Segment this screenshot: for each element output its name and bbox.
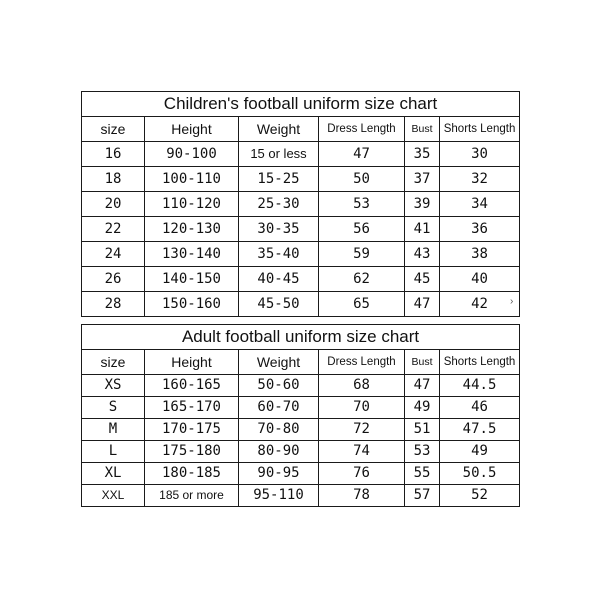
cell-shorts-length: 34 [440, 192, 520, 217]
adult-size-chart [81, 324, 520, 507]
cell-bust: 41 [405, 217, 440, 242]
table-row [82, 463, 520, 485]
cell-bust: 57 [405, 485, 440, 507]
cell-bust: 39 [405, 192, 440, 217]
table-row [82, 217, 520, 242]
cell-size: M [82, 419, 145, 441]
header-row [82, 117, 520, 142]
cell-shorts-length: 52 [440, 485, 520, 507]
cell-height: 130-140 [145, 242, 239, 267]
cell-size: L [82, 441, 145, 463]
cell-bust: 53 [405, 441, 440, 463]
header-height: Height [145, 117, 239, 142]
cell-bust: 49 [405, 397, 440, 419]
cell-size: XL [82, 463, 145, 485]
cell-size: 16 [82, 142, 145, 167]
cell-weight: 70-80 [239, 419, 319, 441]
header-weight: Weight [239, 117, 319, 142]
cell-weight: 50-60 [239, 375, 319, 397]
cell-size: 24 [82, 242, 145, 267]
cell-weight: 25-30 [239, 192, 319, 217]
cell-bust: 43 [405, 242, 440, 267]
header-row [82, 350, 520, 375]
cell-shorts-length: 40 [440, 267, 520, 292]
cell-dress-length: 50 [319, 167, 405, 192]
chevron-right-icon: › [510, 296, 514, 307]
table-row [82, 167, 520, 192]
cell-dress-length: 47 [319, 142, 405, 167]
cell-bust: 51 [405, 419, 440, 441]
cell-dress-length: 65 [319, 292, 405, 317]
header-bust: Bust [405, 117, 440, 142]
cell-size: 20 [82, 192, 145, 217]
cell-weight: 35-40 [239, 242, 319, 267]
table-row [82, 192, 520, 217]
cell-bust: 47 [405, 292, 440, 317]
cell-bust: 55 [405, 463, 440, 485]
cell-height: 185 or more [145, 485, 239, 507]
children-chart-title: Children's football uniform size chart [82, 92, 520, 117]
cell-bust: 47 [405, 375, 440, 397]
cell-shorts-length: 32 [440, 167, 520, 192]
table-row [82, 419, 520, 441]
cell-dress-length: 62 [319, 267, 405, 292]
cell-height: 150-160 [145, 292, 239, 317]
cell-weight: 15-25 [239, 167, 319, 192]
adult-chart-title: Adult football uniform size chart [82, 325, 520, 350]
cell-dress-length: 76 [319, 463, 405, 485]
cell-height: 165-170 [145, 397, 239, 419]
table-row [82, 397, 520, 419]
table-row [82, 441, 520, 463]
header-height: Height [145, 350, 239, 375]
cell-height: 170-175 [145, 419, 239, 441]
cell-shorts-length: 30 [440, 142, 520, 167]
cell-bust: 37 [405, 167, 440, 192]
cell-bust: 45 [405, 267, 440, 292]
cell-weight: 15 or less [239, 142, 319, 167]
chart-title-row [82, 92, 520, 117]
cell-height: 110-120 [145, 192, 239, 217]
header-size: size [82, 117, 145, 142]
header-size: size [82, 350, 145, 375]
cell-weight: 60-70 [239, 397, 319, 419]
cell-dress-length: 70 [319, 397, 405, 419]
cell-size: S [82, 397, 145, 419]
header-shorts-length: Shorts Length [440, 117, 520, 142]
cell-height: 90-100 [145, 142, 239, 167]
header-bust: Bust [405, 350, 440, 375]
cell-height: 180-185 [145, 463, 239, 485]
header-weight: Weight [239, 350, 319, 375]
cell-shorts-length: 46 [440, 397, 520, 419]
cell-size: XXL [82, 485, 145, 507]
cell-shorts-length: 44.5 [440, 375, 520, 397]
cell-height: 140-150 [145, 267, 239, 292]
table-row [82, 292, 520, 317]
cell-shorts-length: 42 [440, 292, 520, 317]
cell-shorts-length: 47.5 [440, 419, 520, 441]
table-row [82, 242, 520, 267]
cell-height: 175-180 [145, 441, 239, 463]
cell-dress-length: 53 [319, 192, 405, 217]
table-row [82, 142, 520, 167]
cell-weight: 45-50 [239, 292, 319, 317]
cell-weight: 95-110 [239, 485, 319, 507]
cell-bust: 35 [405, 142, 440, 167]
header-dress-length: Dress Length [319, 350, 405, 375]
cell-shorts-length: 50.5 [440, 463, 520, 485]
children-size-chart [81, 91, 520, 317]
chart-title-row [82, 325, 520, 350]
cell-weight: 80-90 [239, 441, 319, 463]
cell-size: 18 [82, 167, 145, 192]
table-row [82, 375, 520, 397]
cell-weight: 30-35 [239, 217, 319, 242]
cell-shorts-length: 38 [440, 242, 520, 267]
cell-weight: 90-95 [239, 463, 319, 485]
cell-dress-length: 59 [319, 242, 405, 267]
cell-dress-length: 68 [319, 375, 405, 397]
cell-size: 26 [82, 267, 145, 292]
cell-dress-length: 78 [319, 485, 405, 507]
table-row [82, 485, 520, 507]
cell-dress-length: 74 [319, 441, 405, 463]
cell-height: 120-130 [145, 217, 239, 242]
cell-shorts-length: 36 [440, 217, 520, 242]
header-dress-length: Dress Length [319, 117, 405, 142]
cell-height: 160-165 [145, 375, 239, 397]
cell-weight: 40-45 [239, 267, 319, 292]
cell-size: XS [82, 375, 145, 397]
cell-dress-length: 72 [319, 419, 405, 441]
table-row [82, 267, 520, 292]
header-shorts-length: Shorts Length [440, 350, 520, 375]
cell-shorts-length: 49 [440, 441, 520, 463]
cell-size: 28 [82, 292, 145, 317]
cell-height: 100-110 [145, 167, 239, 192]
cell-size: 22 [82, 217, 145, 242]
cell-dress-length: 56 [319, 217, 405, 242]
